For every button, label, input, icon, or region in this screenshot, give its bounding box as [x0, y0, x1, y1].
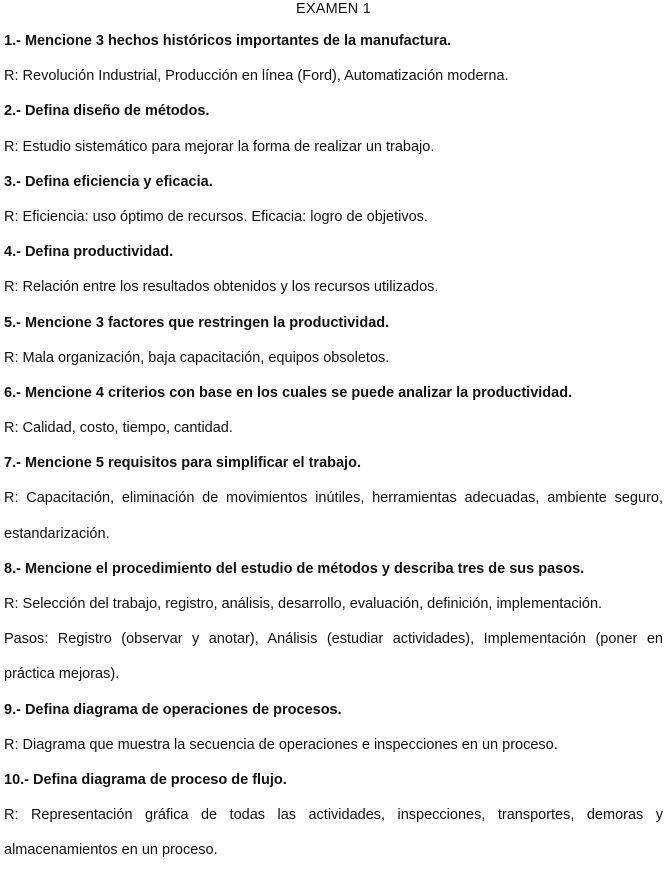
question-text: 4.- Defina productividad. — [4, 244, 174, 261]
question-block-6 — [4, 376, 663, 446]
question-text: 7.- Mencione 5 requisitos para simplificar el trabajo. — [4, 455, 361, 472]
question-text: 9.- Defina diagrama de operaciones de procesos. — [4, 701, 342, 718]
question-text: 2.- Defina diseño de métodos. — [4, 103, 210, 120]
question-block-9 — [4, 693, 663, 763]
question-text: 10.- Defina diagrama de proceso de flujo. — [4, 772, 287, 788]
question-text: 1.- Mencione 3 hechos históricos importantes de la manufactura. — [4, 33, 452, 49]
answer-text: R: Calidad, costo, tiempo, cantidad. — [4, 420, 233, 437]
answer-text: R: Diagrama que muestra la secuencia de operaciones e inspecciones en un proceso. — [4, 736, 558, 753]
question-text: 3.- Defina eficiencia y eficacia. — [4, 173, 213, 190]
exam-title: EXAMEN 1 — [296, 1, 371, 17]
answer-text: R: Selección del trabajo, registro, análisis, desarrollo, evaluación, definición, implementación. — [4, 596, 603, 613]
question-text: 8.- Mencione el procedimiento del estudio de métodos y describa tres de sus pasos. — [4, 560, 585, 577]
answer-text: R: Capacitación, eliminación de movimientos inútiles, herramientas adecuadas, ambiente seguro, estandarización. — [4, 490, 663, 542]
question-block-4 — [4, 235, 663, 305]
question-block-3 — [4, 165, 663, 235]
question-block-7 — [4, 446, 663, 552]
answer-text: R: Relación entre los resultados obtenidos y los recursos utilizados. — [4, 279, 439, 296]
answer-text: R: Representación gráfica de todas las actividades, inspecciones, transportes, demoras y almacenamientos en un proceso. — [4, 807, 663, 859]
answer-steps-text: Pasos: Registro (observar y anotar), Análisis (estudiar actividades), Implementación (poner en práctica mejoras). — [4, 631, 663, 683]
answer-text: R: Eficiencia: uso óptimo de recursos. Eficacia: logro de objetivos. — [4, 208, 428, 225]
question-block-5 — [4, 306, 663, 376]
question-block-10 — [4, 763, 663, 869]
question-text: 5.- Mencione 3 factores que restringen la productividad. — [4, 314, 390, 331]
question-text: 6.- Mencione 4 criterios con base en los cuales se puede analizar la productividad. — [4, 384, 573, 401]
answer-text: R: Revolución Industrial, Producción en línea (Ford), Automatización moderna. — [4, 68, 509, 85]
question-block-1 — [4, 24, 663, 94]
answer-text: R: Mala organización, baja capacitación, equipos obsoletos. — [4, 349, 390, 366]
answer-text: R: Estudio sistemático para mejorar la forma de realizar un trabajo. — [4, 138, 435, 155]
question-block-2 — [4, 94, 663, 164]
question-block-8 — [4, 552, 663, 693]
